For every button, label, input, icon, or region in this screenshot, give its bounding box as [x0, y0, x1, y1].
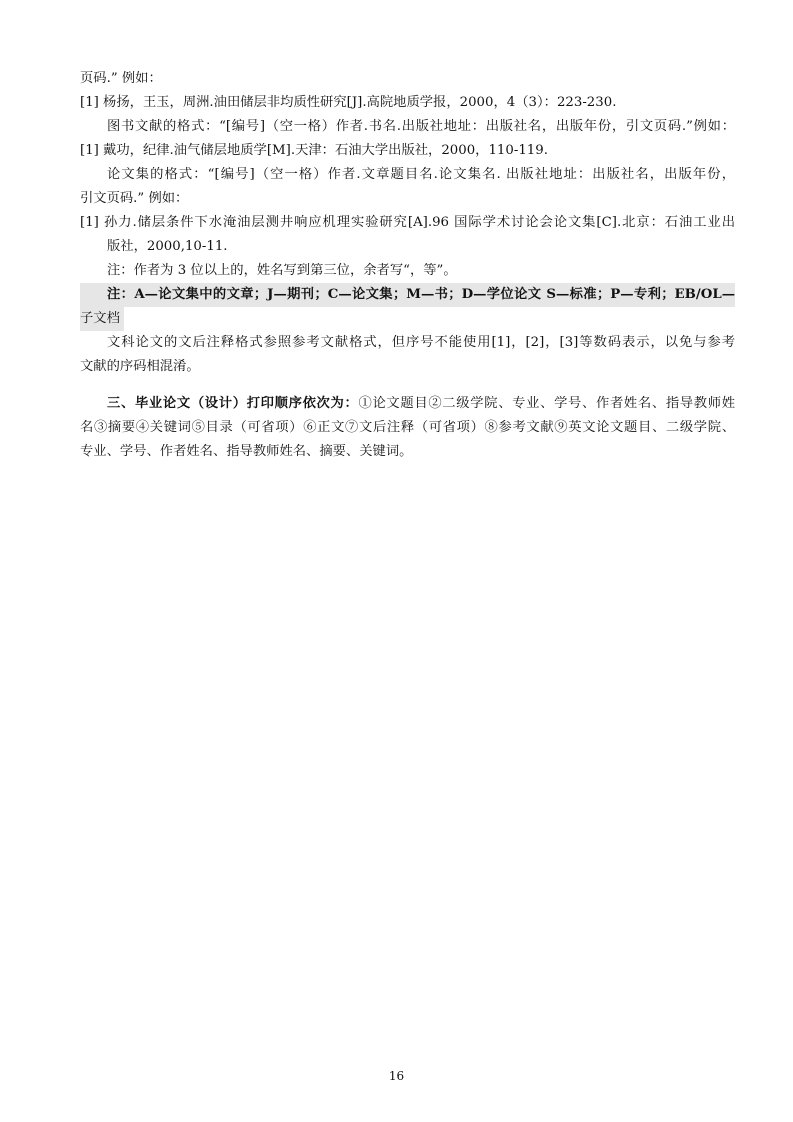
reference-book-example: [1] 戴功，纪律.油气储层地质学[M].天津：石油大学出版社，2000，110-119. [80, 143, 548, 158]
book-format-paragraph: 图书文献的格式：“[编号]（空一格）作者.书名.出版社地址：出版社名，出版年份，引文页码.”例如： [107, 119, 735, 134]
section3-heading-line [80, 392, 735, 416]
proceedings-format-paragraph: 论文集的格式：“[编号]（空一格）作者.文章题目名.论文集名. 出版社地址：出版社名，出版年份， [107, 167, 735, 182]
type-code-note-continued [80, 307, 735, 331]
author-note: 注：作者为 3 位以上的，姓名写到第三位，余者写“，等”。 [107, 263, 457, 278]
reference-proceedings-example: [1] 孙力.储层条件下水淹油层测井响应机理实验研究[A].96 国际学术讨论会论文集[C].北京：石油工业出 [80, 215, 735, 230]
humanities-note-paragraph: 文科论文的文后注释格式参照参考文献格式，但序号不能使用[1]，[2]，[3]等数码表示，以免与参考 [107, 335, 735, 350]
text-line-page-code: 页码.” 例如： [80, 71, 162, 86]
section3-line1: ①论文题目②二级学院、专业、学号、作者姓名、指导教师姓 [358, 396, 735, 411]
section3-title: 三、毕业论文（设计）打印顺序依次为： [107, 396, 359, 411]
section-gap [80, 379, 735, 392]
reference-proceedings-continued: 版社，2000,10-11. [107, 239, 228, 254]
humanities-note-continued: 文献的序码相混淆。 [80, 359, 200, 374]
reference-journal-example: [1] 杨扬，王玉，周洲.油田储层非均质性研究[J].高院地质学报，2000，4（3）：223-230. [80, 95, 617, 110]
proceedings-format-continued: 引文页码.” 例如： [80, 191, 189, 206]
section3-line2: 名③摘要④关键词⑤目录（可省项）⑥正文⑦文后注释（可省项）⑧参考文献⑨英文论文题目、二级学院、 [80, 420, 735, 435]
section3-line3: 专业、学号、作者姓名、指导教师姓名、摘要、关键词。 [80, 444, 413, 459]
type-code-note: 注：A—论文集中的文章；J—期刊；C—论文集；M—书；D—学位论文 S—标准；P—专利；EB/OL— [80, 283, 735, 307]
document-body [80, 67, 735, 464]
page-number: 16 [388, 1069, 405, 1083]
type-code-note-tail: 子文档 [80, 307, 124, 331]
